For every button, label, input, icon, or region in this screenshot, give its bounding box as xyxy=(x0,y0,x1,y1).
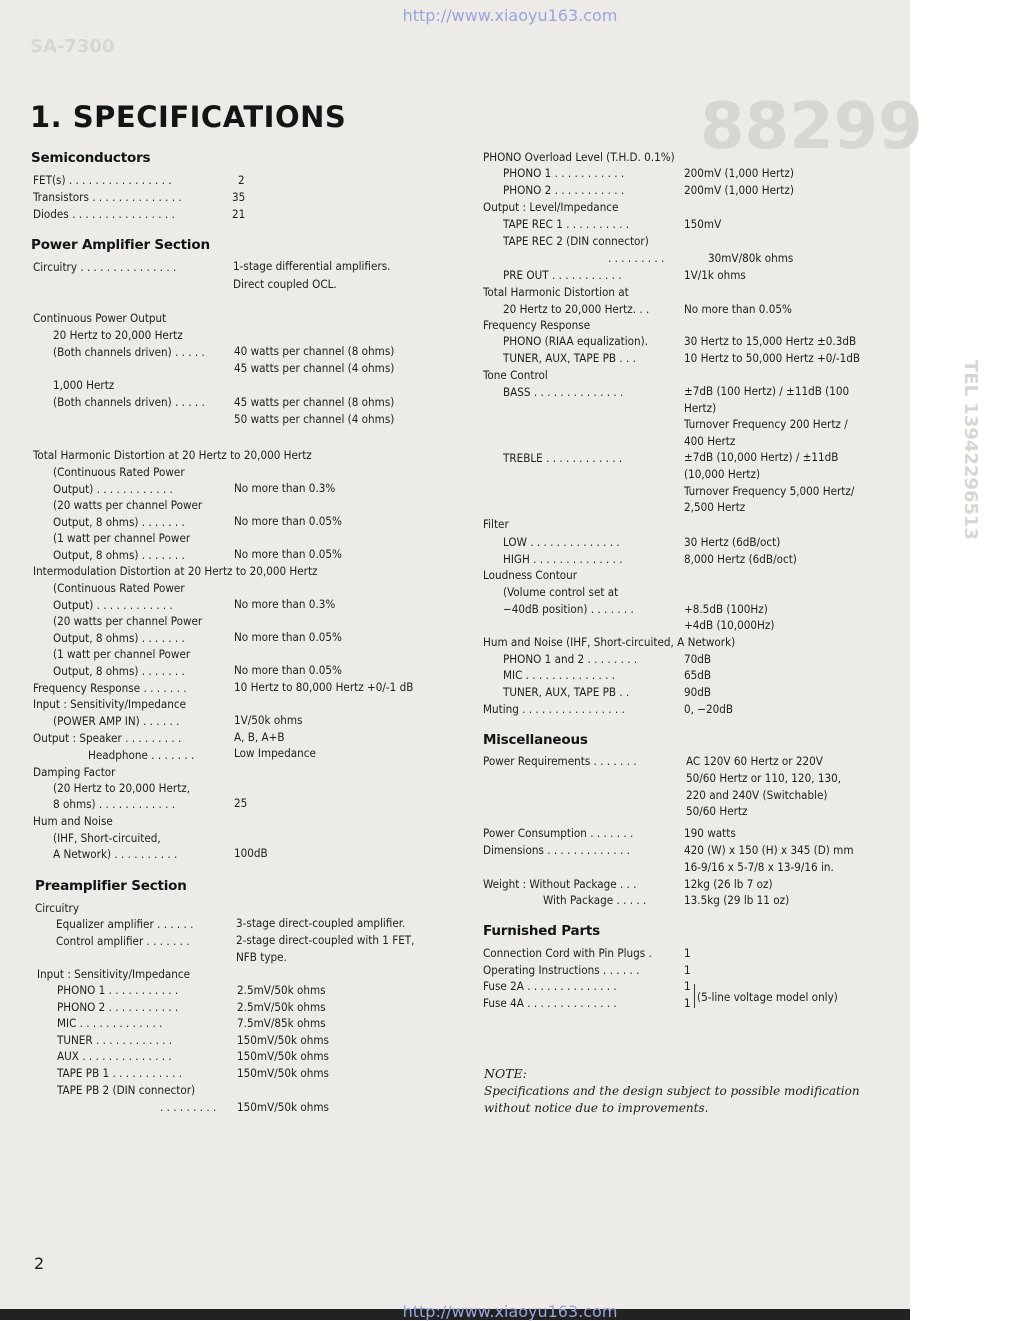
spec-value: 8,000 Hertz (6dB/oct) xyxy=(684,552,797,566)
spec-label: Muting . . . . . . . . . . . . . . . . xyxy=(483,702,625,716)
spec-subtitle: Output : Level/Impedance xyxy=(483,200,619,214)
spec-value: Turnover Frequency 5,000 Hertz/ xyxy=(684,484,855,498)
spec-value: 12kg (26 lb 7 oz) xyxy=(684,877,773,891)
spec-subtitle: Circuitry xyxy=(35,901,80,915)
spec-value: (10,000 Hertz) xyxy=(684,467,761,481)
spec-value: No more than 0.05% xyxy=(234,630,342,644)
spec-label: PHONO 1 . . . . . . . . . . . xyxy=(503,166,625,180)
spec-label: FET(s) . . . . . . . . . . . . . . . . xyxy=(33,173,172,187)
spec-label: MIC . . . . . . . . . . . . . xyxy=(57,1016,163,1030)
furnished-heading: Furnished Parts xyxy=(483,923,601,939)
spec-label: PRE OUT . . . . . . . . . . . xyxy=(503,268,622,282)
spec-value: 0, −20dB xyxy=(684,702,734,716)
spec-value: 30 Hertz to 15,000 Hertz ±0.3dB xyxy=(684,334,857,348)
spec-label: PHONO 2 . . . . . . . . . . . xyxy=(57,1000,179,1014)
spec-value: 2.5mV/50k ohms xyxy=(237,983,326,997)
spec-label: 1,000 Hertz xyxy=(53,378,115,392)
spec-value: ±7dB (10,000 Hertz) / ±11dB xyxy=(684,450,839,464)
spec-subtitle: Continuous Power Output xyxy=(33,311,167,325)
spec-value: 1V/50k ohms xyxy=(234,713,303,727)
spec-value: AC 120V 60 Hertz or 220V xyxy=(686,754,823,768)
spec-value: 10 Hertz to 80,000 Hertz +0/-1 dB xyxy=(234,680,414,694)
spec-value: 90dB xyxy=(684,685,712,699)
spec-label: 20 Hertz to 20,000 Hertz xyxy=(53,328,183,342)
spec-value: 1 xyxy=(684,979,691,993)
note-title: NOTE: xyxy=(484,1066,527,1081)
spec-label: A Network) . . . . . . . . . . xyxy=(53,847,178,861)
spec-value: No more than 0.05% xyxy=(234,663,342,677)
spec-label: TAPE REC 2 (DIN connector) xyxy=(503,234,649,248)
spec-label: (Continuous Rated Power xyxy=(53,465,185,479)
spec-value: 1V/1k ohms xyxy=(684,268,746,282)
spec-label: 20 Hertz to 20,000 Hertz. . . xyxy=(503,302,650,316)
spec-value: 1 xyxy=(684,963,691,977)
spec-value: Low Impedance xyxy=(234,746,316,760)
preamp-heading: Preamplifier Section xyxy=(35,878,187,894)
watermark-top[interactable]: http://www.xiaoyu163.com xyxy=(402,6,618,25)
spec-value: 50/60 Hertz xyxy=(686,804,748,818)
spec-value: 1-stage differential amplifiers. xyxy=(233,259,391,273)
spec-label: TUNER . . . . . . . . . . . . xyxy=(57,1033,173,1047)
spec-value: 45 watts per channel (8 ohms) xyxy=(234,395,395,409)
spec-leader: . . . . . . . . . xyxy=(608,251,665,265)
spec-label: (Continuous Rated Power xyxy=(53,581,185,595)
spec-value: 150mV/50k ohms xyxy=(237,1066,329,1080)
spec-subtitle: Hum and Noise (IHF, Short-circuited, A Network) xyxy=(483,635,736,649)
spec-value: Turnover Frequency 200 Hertz / xyxy=(684,417,848,431)
spec-value: No more than 0.3% xyxy=(234,597,336,611)
spec-label: Weight : Without Package . . . xyxy=(483,877,637,891)
spec-label: Diodes . . . . . . . . . . . . . . . . xyxy=(33,207,175,221)
note-body: Specifications and the design subject to possible modification without notice due to improvements. xyxy=(484,1084,860,1115)
spec-value: 35 xyxy=(232,190,246,204)
spec-value: +8.5dB (100Hz) xyxy=(684,602,768,616)
spec-label: TAPE PB 2 (DIN connector) xyxy=(57,1083,196,1097)
spec-value: 65dB xyxy=(684,668,712,682)
spec-value: 2.5mV/50k ohms xyxy=(237,1000,326,1014)
spec-value: 150mV/50k ohms xyxy=(237,1100,329,1114)
spec-value: 3-stage direct-coupled amplifier. xyxy=(236,916,406,930)
spec-label: With Package . . . . . xyxy=(543,893,647,907)
spec-value: No more than 0.05% xyxy=(684,302,792,316)
spec-value: 190 watts xyxy=(684,826,736,840)
spec-label: Output) . . . . . . . . . . . . xyxy=(53,598,173,612)
spec-label: (POWER AMP IN) . . . . . . xyxy=(53,714,180,728)
watermark-bottom[interactable]: http://www.xiaoyu163.com xyxy=(402,1302,618,1321)
spec-label: PHONO 2 . . . . . . . . . . . xyxy=(503,183,625,197)
bleed-through-decoration: SA-7300 xyxy=(30,36,115,57)
spec-value: 420 (W) x 150 (H) x 345 (D) mm xyxy=(684,843,854,857)
spec-label: Headphone . . . . . . . xyxy=(88,748,195,762)
bleed-through-decoration: TEL 13942296513 xyxy=(960,360,981,541)
fuse-note: (5-line voltage model only) xyxy=(697,990,838,1004)
spec-label: Frequency Response . . . . . . . xyxy=(33,681,187,695)
spec-label: Output) . . . . . . . . . . . . xyxy=(53,482,173,496)
spec-value: 150mV/50k ohms xyxy=(237,1033,329,1047)
spec-value: 2,500 Hertz xyxy=(684,500,746,514)
spec-value: A, B, A+B xyxy=(234,730,285,744)
spec-label: Power Requirements . . . . . . . xyxy=(483,754,637,768)
spec-value: 220 and 240V (Switchable) xyxy=(686,788,828,802)
spec-label: (20 watts per channel Power xyxy=(53,498,203,512)
spec-subtitle: Tone Control xyxy=(483,368,548,382)
spec-label: PHONO (RIAA equalization). xyxy=(503,334,649,348)
spec-subtitle: Input : Sensitivity/Impedance xyxy=(33,697,187,711)
spec-value: 30 Hertz (6dB/oct) xyxy=(684,535,781,549)
spec-label: Output : Speaker . . . . . . . . . xyxy=(33,731,182,745)
spec-value: 1 xyxy=(684,946,691,960)
spec-label: (Both channels driven) . . . . . xyxy=(53,395,205,409)
spec-label: (1 watt per channel Power xyxy=(53,531,191,545)
spec-value: No more than 0.05% xyxy=(234,547,342,561)
spec-label: (1 watt per channel Power xyxy=(53,647,191,661)
spec-subtitle: Loudness Contour xyxy=(483,568,578,582)
misc-heading: Miscellaneous xyxy=(483,732,588,748)
spec-label: TUNER, AUX, TAPE PB . . xyxy=(503,685,630,699)
spec-value: 50/60 Hertz or 110, 120, 130, xyxy=(686,771,842,785)
spec-value: 200mV (1,000 Hertz) xyxy=(684,166,794,180)
spec-value: 10 Hertz to 50,000 Hertz +0/-1dB xyxy=(684,351,861,365)
spec-label: TUNER, AUX, TAPE PB . . . xyxy=(503,351,636,365)
spec-label: TREBLE . . . . . . . . . . . . xyxy=(503,451,623,465)
spec-subtitle: Total Harmonic Distortion at xyxy=(483,285,629,299)
page-title: 1. SPECIFICATIONS xyxy=(30,100,347,134)
spec-label: Fuse 2A . . . . . . . . . . . . . . xyxy=(483,979,617,993)
spec-value: NFB type. xyxy=(236,950,287,964)
spec-label: Power Consumption . . . . . . . xyxy=(483,826,634,840)
spec-value: 2 xyxy=(238,173,245,187)
spec-subtitle: Total Harmonic Distortion at 20 Hertz to 20,000 Hertz xyxy=(33,448,312,462)
spec-value: +4dB (10,000Hz) xyxy=(684,618,775,632)
bleed-through-decoration: 88299 xyxy=(700,90,923,164)
spec-label: Fuse 4A . . . . . . . . . . . . . . xyxy=(483,996,617,1010)
spec-label: (20 watts per channel Power xyxy=(53,614,203,628)
spec-subtitle: Frequency Response xyxy=(483,318,591,332)
spec-label: LOW . . . . . . . . . . . . . . xyxy=(503,535,620,549)
spec-label: Transistors . . . . . . . . . . . . . . xyxy=(33,190,182,204)
spec-value: 150mV/50k ohms xyxy=(237,1049,329,1063)
spec-label: PHONO 1 and 2 . . . . . . . . xyxy=(503,652,638,666)
spec-leader: . . . . . . . . . xyxy=(160,1100,217,1114)
spec-value: ±7dB (100 Hertz) / ±11dB (100 xyxy=(684,384,850,398)
fuse-bracket xyxy=(688,984,695,1008)
page-number: 2 xyxy=(34,1254,45,1273)
spec-value: 1 xyxy=(684,996,691,1010)
spec-value: 70dB xyxy=(684,652,712,666)
spec-label: 8 ohms) . . . . . . . . . . . . xyxy=(53,797,176,811)
spec-value: 16-9/16 x 5-7/8 x 13-9/16 in. xyxy=(684,860,834,874)
spec-value: 40 watts per channel (8 ohms) xyxy=(234,344,395,358)
spec-value: 21 xyxy=(232,207,246,221)
spec-value: 45 watts per channel (4 ohms) xyxy=(234,361,395,375)
spec-subtitle: Damping Factor xyxy=(33,765,116,779)
spec-label: Circuitry . . . . . . . . . . . . . . . xyxy=(33,260,177,274)
spec-subtitle: Input : Sensitivity/Impedance xyxy=(37,967,191,981)
spec-subtitle: PHONO Overload Level (T.H.D. 0.1%) xyxy=(483,150,675,164)
spec-label: HIGH . . . . . . . . . . . . . . xyxy=(503,552,623,566)
spec-label: TAPE REC 1 . . . . . . . . . . xyxy=(503,217,630,231)
spec-value: 400 Hertz xyxy=(684,434,736,448)
spec-label: AUX . . . . . . . . . . . . . . xyxy=(57,1049,172,1063)
spec-subtitle: Hum and Noise xyxy=(33,814,113,828)
spec-label: Dimensions . . . . . . . . . . . . . xyxy=(483,843,630,857)
spec-label: (Volume control set at xyxy=(503,585,619,599)
spec-label: (20 Hertz to 20,000 Hertz, xyxy=(53,781,191,795)
spec-value: Hertz) xyxy=(684,401,717,415)
spec-label: Connection Cord with Pin Plugs . xyxy=(483,946,652,960)
spec-value: 25 xyxy=(234,796,248,810)
spec-label: Output, 8 ohms) . . . . . . . xyxy=(53,631,185,645)
spec-label: BASS . . . . . . . . . . . . . . xyxy=(503,385,624,399)
spec-value: 7.5mV/85k ohms xyxy=(237,1016,326,1030)
spec-label: Equalizer amplifier . . . . . . xyxy=(56,917,194,931)
spec-value: 100dB xyxy=(234,846,268,860)
power-amp-heading: Power Amplifier Section xyxy=(31,237,210,253)
spec-label: TAPE PB 1 . . . . . . . . . . . xyxy=(57,1066,183,1080)
spec-label: Operating Instructions . . . . . . xyxy=(483,963,640,977)
spec-label: Control amplifier . . . . . . . xyxy=(56,934,190,948)
spec-value: 150mV xyxy=(684,217,722,231)
spec-subtitle: Intermodulation Distortion at 20 Hertz to 20,000 Hertz xyxy=(33,564,318,578)
spec-label: −40dB position) . . . . . . . xyxy=(503,602,634,616)
spec-label: (Both channels driven) . . . . . xyxy=(53,345,205,359)
semiconductors-heading: Semiconductors xyxy=(31,150,151,166)
spec-label: MIC . . . . . . . . . . . . . . xyxy=(503,668,616,682)
spec-value: No more than 0.05% xyxy=(234,514,342,528)
spec-value: 30mV/80k ohms xyxy=(708,251,794,265)
spec-label: Output, 8 ohms) . . . . . . . xyxy=(53,515,185,529)
spec-value: 13.5kg (29 lb 11 oz) xyxy=(684,893,790,907)
spec-value: 50 watts per channel (4 ohms) xyxy=(234,412,395,426)
spec-label: Output, 8 ohms) . . . . . . . xyxy=(53,548,185,562)
spec-label: (IHF, Short-circuited, xyxy=(53,831,161,845)
spec-value: 2-stage direct-coupled with 1 FET, xyxy=(236,933,415,947)
spec-value: No more than 0.3% xyxy=(234,481,336,495)
spec-value: Direct coupled OCL. xyxy=(233,277,337,291)
spec-subtitle: Filter xyxy=(483,517,509,531)
spec-label: PHONO 1 . . . . . . . . . . . xyxy=(57,983,179,997)
spec-label: Output, 8 ohms) . . . . . . . xyxy=(53,664,185,678)
spec-value: 200mV (1,000 Hertz) xyxy=(684,183,794,197)
